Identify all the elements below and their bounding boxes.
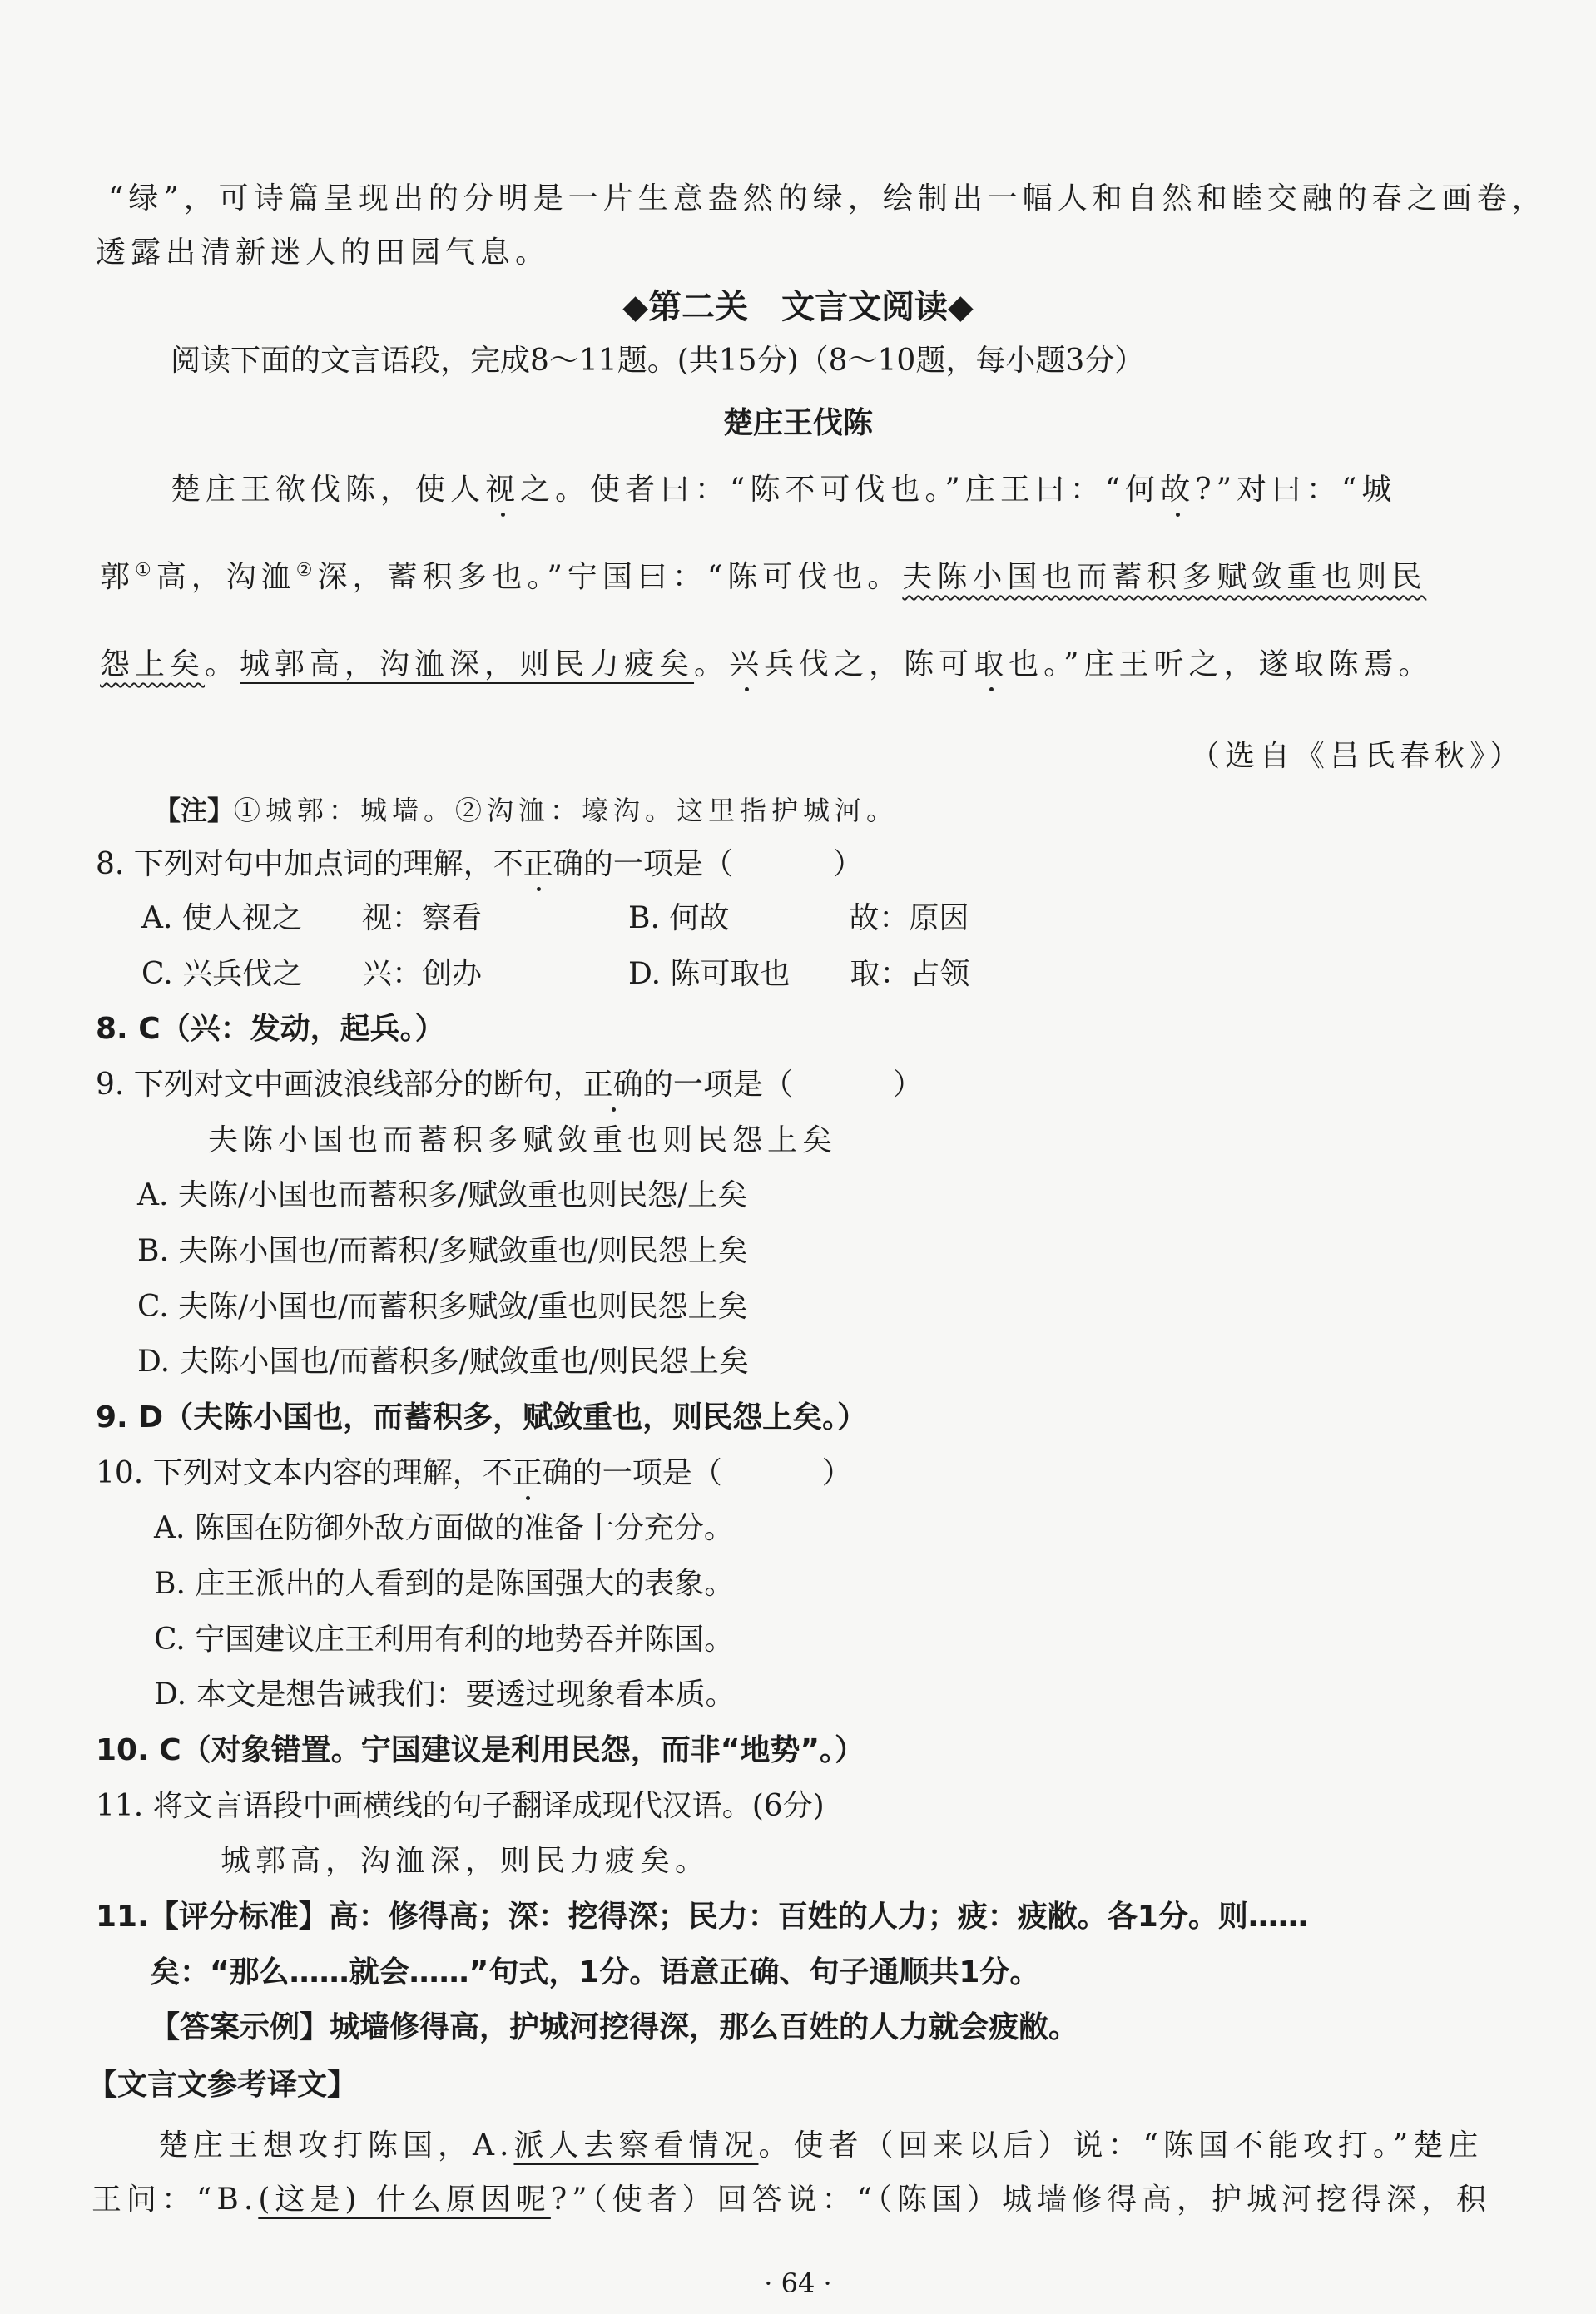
- passage-line-1: 楚庄王欲伐陈，使人视之。使者曰：“陈不可伐也。”庄王曰：“何故?”对曰：“城: [171, 473, 1397, 507]
- q9-answer: 9. D（夫陈小国也，而蓄积多，赋敛重也，则民怨上矣。）: [96, 1400, 868, 1434]
- passage-line-3: 怨上矣。城郭高，沟洫深，则民力疲矣。兴兵伐之，陈可取也。”庄王听之，遂取陈焉。: [100, 647, 1434, 681]
- q8-option-a: A. 使人视之 视：察看: [141, 901, 482, 935]
- q11-sentence: 城郭高，沟洫深，则民力疲矣。: [221, 1844, 711, 1878]
- translation-heading: 【文言文参考译文】: [87, 2068, 358, 2102]
- q9-sentence: 夫陈小国也而蓄积多赋敛重也则民怨上矣: [208, 1123, 838, 1157]
- q11-answer-example: 【答案示例】城墙修得高，护城河挖得深，那么百姓的人力就会疲敝。: [150, 2010, 1079, 2044]
- footnote-marker-2: ②: [295, 560, 318, 581]
- intro-line-1: “绿”，可诗篇呈现出的分明是一片生意盎然的绿，绘制出一幅人和自然和睦交融的春之画卷，: [108, 181, 1547, 216]
- wavy-underlined-sentence: 夫陈小国也而蓄积多赋敛重也则民: [902, 560, 1427, 594]
- passage-line-2: 郭①高，沟洫②深，蓄积多也。”宁国曰：“陈可伐也。夫陈小国也而蓄积多赋敛重也则民: [100, 560, 1427, 594]
- q9-stem: 9. 下列对文中画波浪线部分的断句，正确的一项是（ ）: [96, 1068, 923, 1102]
- dotted-char-shi: 视: [485, 473, 521, 507]
- q10-option-a: A. 陈国在防御外敌方面做的准备十分充分。: [154, 1511, 734, 1545]
- translation-underline-a: 派人去察看情况: [513, 2128, 759, 2163]
- q10-answer: 10. C（对象错置。宁国建议是利用民怨，而非“地势”。）: [96, 1733, 865, 1767]
- passage-source: （选自《吕氏春秋》）: [1190, 739, 1525, 773]
- translation-line-1: 楚庄王想攻打陈国，A.派人去察看情况。使者（回来以后）说：“陈国不能攻打。”楚庄: [158, 2128, 1484, 2163]
- q8-stem: 8. 下列对句中加点词的理解，不正确的一项是（ ）: [96, 847, 863, 881]
- q9-option-b: B. 夫陈小国也/而蓄积/多赋敛重也/则民怨上矣: [137, 1234, 748, 1268]
- q8-answer: 8. C（兴：发动，起兵。）: [96, 1012, 445, 1046]
- section-heading: ◆第二关 文言文阅读◆: [622, 288, 974, 326]
- q8-option-b: B. 何故 故：原因: [628, 901, 969, 935]
- q11-stem: 11. 将文言语段中画横线的句子翻译成现代汉语。(6分): [96, 1789, 825, 1823]
- section-instruction: 阅读下面的文言语段，完成8～11题。(共15分)（8～10题，每小题3分）: [171, 344, 1145, 378]
- q9-option-a: A. 夫陈/小国也而蓄积多/赋敛重也则民怨/上矣: [137, 1178, 748, 1212]
- q9-option-c: C. 夫陈/小国也/而蓄积多赋敛/重也则民怨上矣: [137, 1290, 748, 1324]
- translation-line-2: 王问：“B.(这是) 什么原因呢?”（使者）回答说：“（陈国）城墙修得高，护城河挖得深，积: [92, 2183, 1491, 2217]
- footnote-marker-1: ①: [135, 560, 156, 581]
- q10-option-d: D. 本文是想告诫我们：要透过现象看本质。: [154, 1677, 736, 1712]
- wavy-underlined-sentence-end: 怨上矣: [100, 647, 206, 681]
- q8-option-c: C. 兴兵伐之 兴：创办: [141, 957, 483, 991]
- passage-note: 【注】①城郭：城墙。②沟洫：壕沟。这里指护城河。: [154, 795, 899, 826]
- translation-underline-b: (这是) 什么原因呢: [258, 2183, 551, 2217]
- intro-line-2: 透露出清新迷人的田园气息。: [96, 235, 551, 270]
- q10-option-b: B. 庄王派出的人看到的是陈国强大的表象。: [154, 1567, 735, 1601]
- q9-option-d: D. 夫陈小国也/而蓄积多/赋敛重也/则民怨上矣: [137, 1345, 749, 1379]
- dotted-char-qu: 取: [974, 647, 1009, 681]
- dotted-char-gu: 故: [1160, 473, 1196, 507]
- q10-option-c: C. 宁国建议庄王利用有利的地势吞并陈国。: [154, 1623, 735, 1657]
- q11-answer-line-2: 矣：“那么……就会……”句式，1分。语意正确、句子通顺共1分。: [150, 1955, 1040, 1989]
- page-number: · 64 ·: [764, 2267, 832, 2299]
- underlined-sentence: 城郭高，沟洫深，则民力疲矣: [240, 647, 695, 681]
- q8-option-d: D. 陈可取也 取：占领: [628, 957, 970, 991]
- q10-stem: 10. 下列对文本内容的理解，不正确的一项是（ ）: [96, 1456, 852, 1490]
- q11-answer-line-1: 11.【评分标准】高：修得高；深：挖得深；民力：百姓的人力；疲：疲敝。各1分。则……: [96, 1900, 1308, 1934]
- dotted-char-xing: 兴: [729, 647, 765, 681]
- passage-title: 楚庄王伐陈: [722, 406, 873, 440]
